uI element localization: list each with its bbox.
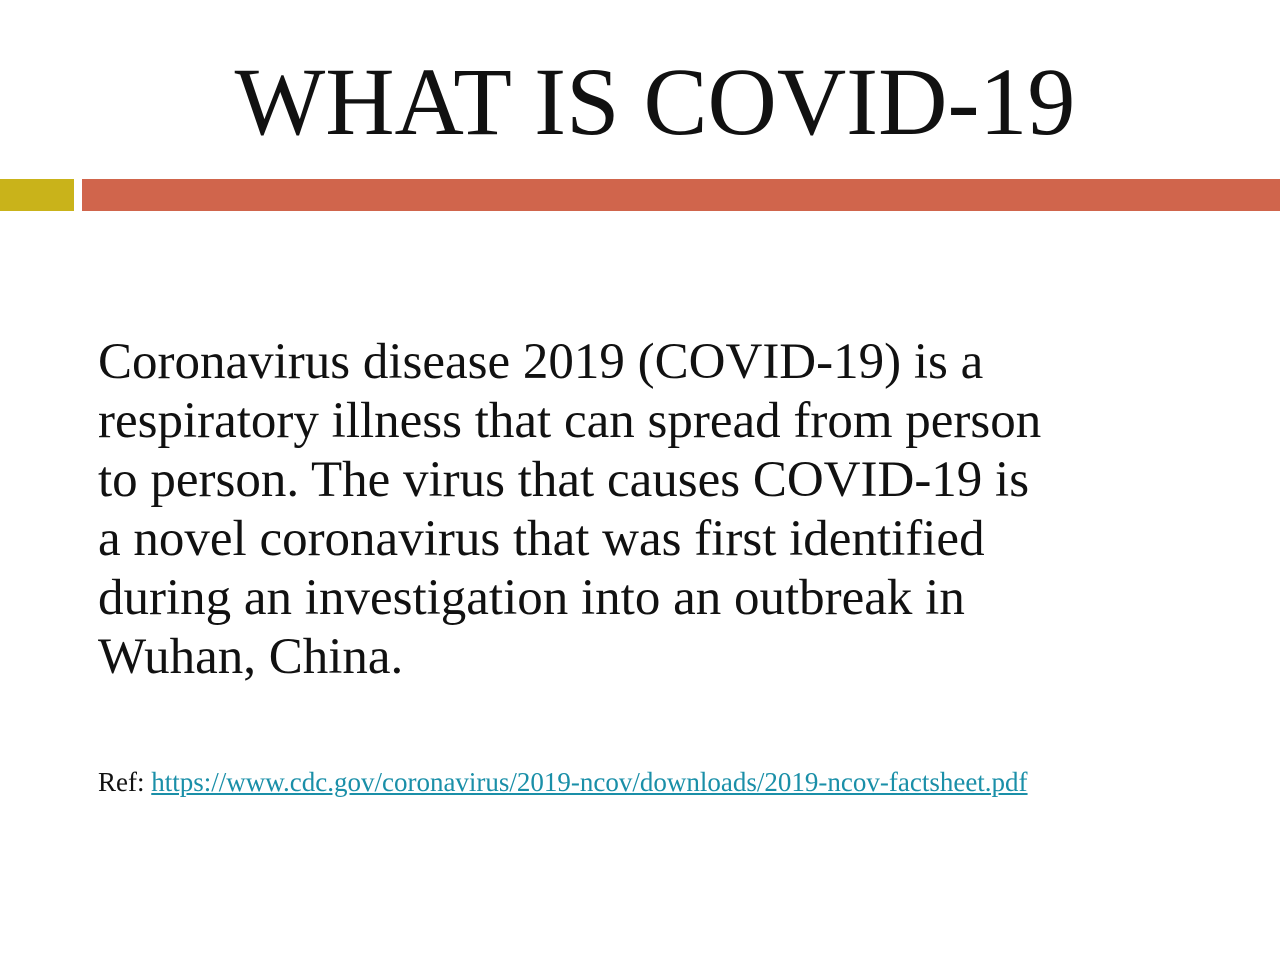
body-line-4: a novel coronavirus that was first identified — [98, 511, 985, 567]
accent-bar-left — [0, 179, 74, 211]
body-paragraph — [98, 333, 1218, 687]
slide-title: WHAT IS COVID-19 — [234, 48, 1076, 155]
body-line-5: during an investigation into an outbreak in — [98, 570, 965, 626]
reference-link[interactable]: https://www.cdc.gov/coronavirus/2019-ncov/downloads/2019-ncov-factsheet.pdf — [151, 767, 1028, 797]
accent-bar-right — [82, 179, 1280, 211]
reference-line — [98, 765, 1028, 799]
body-line-1: Coronavirus disease 2019 (COVID-19) is a — [98, 334, 984, 390]
body-line-3: to person. The virus that causes COVID-19 is — [98, 452, 1030, 508]
reference-label: Ref: — [98, 767, 145, 797]
body-line-2: respiratory illness that can spread from person — [98, 393, 1042, 449]
body-line-6: Wuhan, China. — [98, 629, 404, 685]
